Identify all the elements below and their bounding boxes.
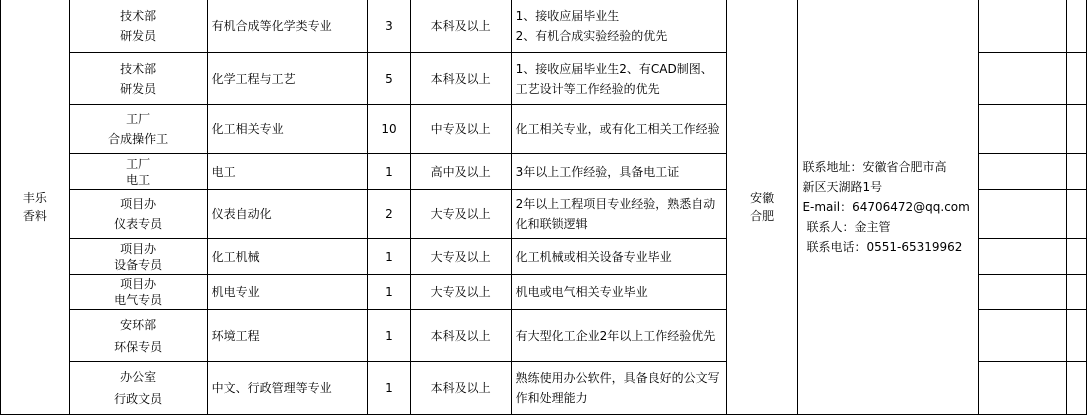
dept-name: 工厂 — [126, 156, 151, 171]
dept-position-cell — [69, 362, 207, 415]
dept-name: 项目办 — [120, 241, 157, 256]
count-cell: 5 — [368, 53, 411, 105]
education-cell: 本科及以上 — [410, 310, 511, 362]
major-cell: 环境工程 — [207, 310, 368, 362]
education-cell: 大专及以上 — [410, 239, 511, 275]
blank-cell — [979, 190, 1067, 239]
contact-phone: 联系电话：0551-65319962 — [806, 240, 963, 254]
count-cell: 10 — [368, 105, 411, 154]
blank-cell — [979, 310, 1067, 362]
blank-cell — [979, 105, 1067, 154]
dept-position-cell — [69, 310, 207, 362]
count-cell: 1 — [368, 310, 411, 362]
count-cell: 1 — [368, 362, 411, 415]
count-cell: 1 — [368, 275, 411, 310]
blank-cell — [979, 275, 1067, 310]
dept-name: 项目办 — [120, 197, 157, 211]
position-name: 设备专员 — [114, 257, 163, 272]
location-name: 安徽 合肥 — [750, 191, 775, 223]
company-cell — [1, 0, 70, 415]
contact-cell — [798, 0, 979, 415]
education-cell: 大专及以上 — [410, 190, 511, 239]
requirement-cell: 化工相关专业，或有化工相关工作经验 — [511, 105, 726, 154]
contact-address-line1: 联系地址：安徽省合肥市高 — [802, 160, 947, 174]
requirement-cell: 机电或电气相关专业毕业 — [511, 275, 726, 310]
major-cell: 电工 — [207, 154, 368, 190]
position-name: 电气专员 — [114, 293, 163, 307]
requirement-cell: 化工机械或相关设备专业毕业 — [511, 239, 726, 275]
major-cell: 中文、行政管理等专业 — [207, 362, 368, 415]
position-name: 电工 — [126, 172, 151, 187]
blank-cell — [1067, 362, 1087, 415]
dept-position-cell — [69, 105, 207, 154]
major-cell: 化工机械 — [207, 239, 368, 275]
dept-name: 技术部 — [120, 9, 157, 23]
major-cell: 机电专业 — [207, 275, 368, 310]
count-cell: 2 — [368, 190, 411, 239]
position-name: 环保专员 — [114, 339, 163, 354]
count-cell: 3 — [368, 0, 411, 53]
requirement-cell: 3年以上工作经验，具备电工证 — [511, 154, 726, 190]
major-cell: 化学工程与工艺 — [207, 53, 368, 105]
count-cell: 1 — [368, 239, 411, 275]
blank-cell — [979, 53, 1067, 105]
blank-cell — [1067, 53, 1087, 105]
dept-position-cell — [69, 154, 207, 190]
education-cell: 本科及以上 — [410, 53, 511, 105]
dept-name: 项目办 — [120, 277, 157, 291]
blank-cell — [1067, 275, 1087, 310]
major-cell: 仪表自动化 — [207, 190, 368, 239]
dept-name: 办公室 — [120, 370, 157, 384]
location-cell — [726, 0, 798, 415]
contact-person: 联系人：金主管 — [806, 220, 891, 234]
education-cell: 本科及以上 — [410, 0, 511, 53]
major-cell: 化工相关专业 — [207, 105, 368, 154]
blank-cell — [979, 0, 1067, 53]
dept-position-cell — [69, 53, 207, 105]
blank-cell — [1067, 105, 1087, 154]
position-name: 仪表专员 — [114, 217, 163, 231]
education-cell: 中专及以上 — [410, 105, 511, 154]
contact-email: E-mail：64706472@qq.com — [802, 200, 970, 214]
position-name: 研发员 — [120, 29, 157, 43]
dept-position-cell — [69, 190, 207, 239]
blank-cell — [1067, 0, 1087, 53]
blank-cell — [1067, 310, 1087, 362]
dept-name: 技术部 — [120, 61, 157, 76]
blank-cell — [979, 154, 1067, 190]
requirement-cell: 1、接收应届毕业生 2、有机合成实验经验的优先 — [511, 0, 726, 53]
requirement-cell: 熟练使用办公软件，具备良好的公文写作和处理能力 — [511, 362, 726, 415]
dept-position-cell — [69, 0, 207, 53]
blank-cell — [979, 362, 1067, 415]
requirement-cell: 2年以上工程项目专业经验，熟悉自动化和联锁逻辑 — [511, 190, 726, 239]
dept-name: 工厂 — [126, 112, 151, 126]
requirement-cell: 有大型化工企业2年以上工作经验优先 — [511, 310, 726, 362]
table-row — [1, 0, 1087, 53]
dept-position-cell — [69, 239, 207, 275]
blank-cell — [979, 239, 1067, 275]
company-name: 丰乐 香料 — [22, 191, 47, 223]
education-cell: 本科及以上 — [410, 362, 511, 415]
education-cell: 高中及以上 — [410, 154, 511, 190]
blank-cell — [1067, 154, 1087, 190]
position-name: 合成操作工 — [108, 132, 169, 146]
contact-address-line2: 新区天湖路1号 — [802, 180, 883, 194]
education-cell: 大专及以上 — [410, 275, 511, 310]
position-name: 行政文员 — [114, 392, 163, 406]
major-cell: 有机合成等化学类专业 — [207, 0, 368, 53]
blank-cell — [1067, 190, 1087, 239]
blank-cell — [1067, 239, 1087, 275]
count-cell: 1 — [368, 154, 411, 190]
requirement-cell: 1、接收应届毕业生2、有CAD制图、工艺设计等工作经验的优先 — [511, 53, 726, 105]
position-name: 研发员 — [120, 81, 157, 96]
dept-name: 安环部 — [120, 317, 157, 332]
dept-position-cell — [69, 275, 207, 310]
